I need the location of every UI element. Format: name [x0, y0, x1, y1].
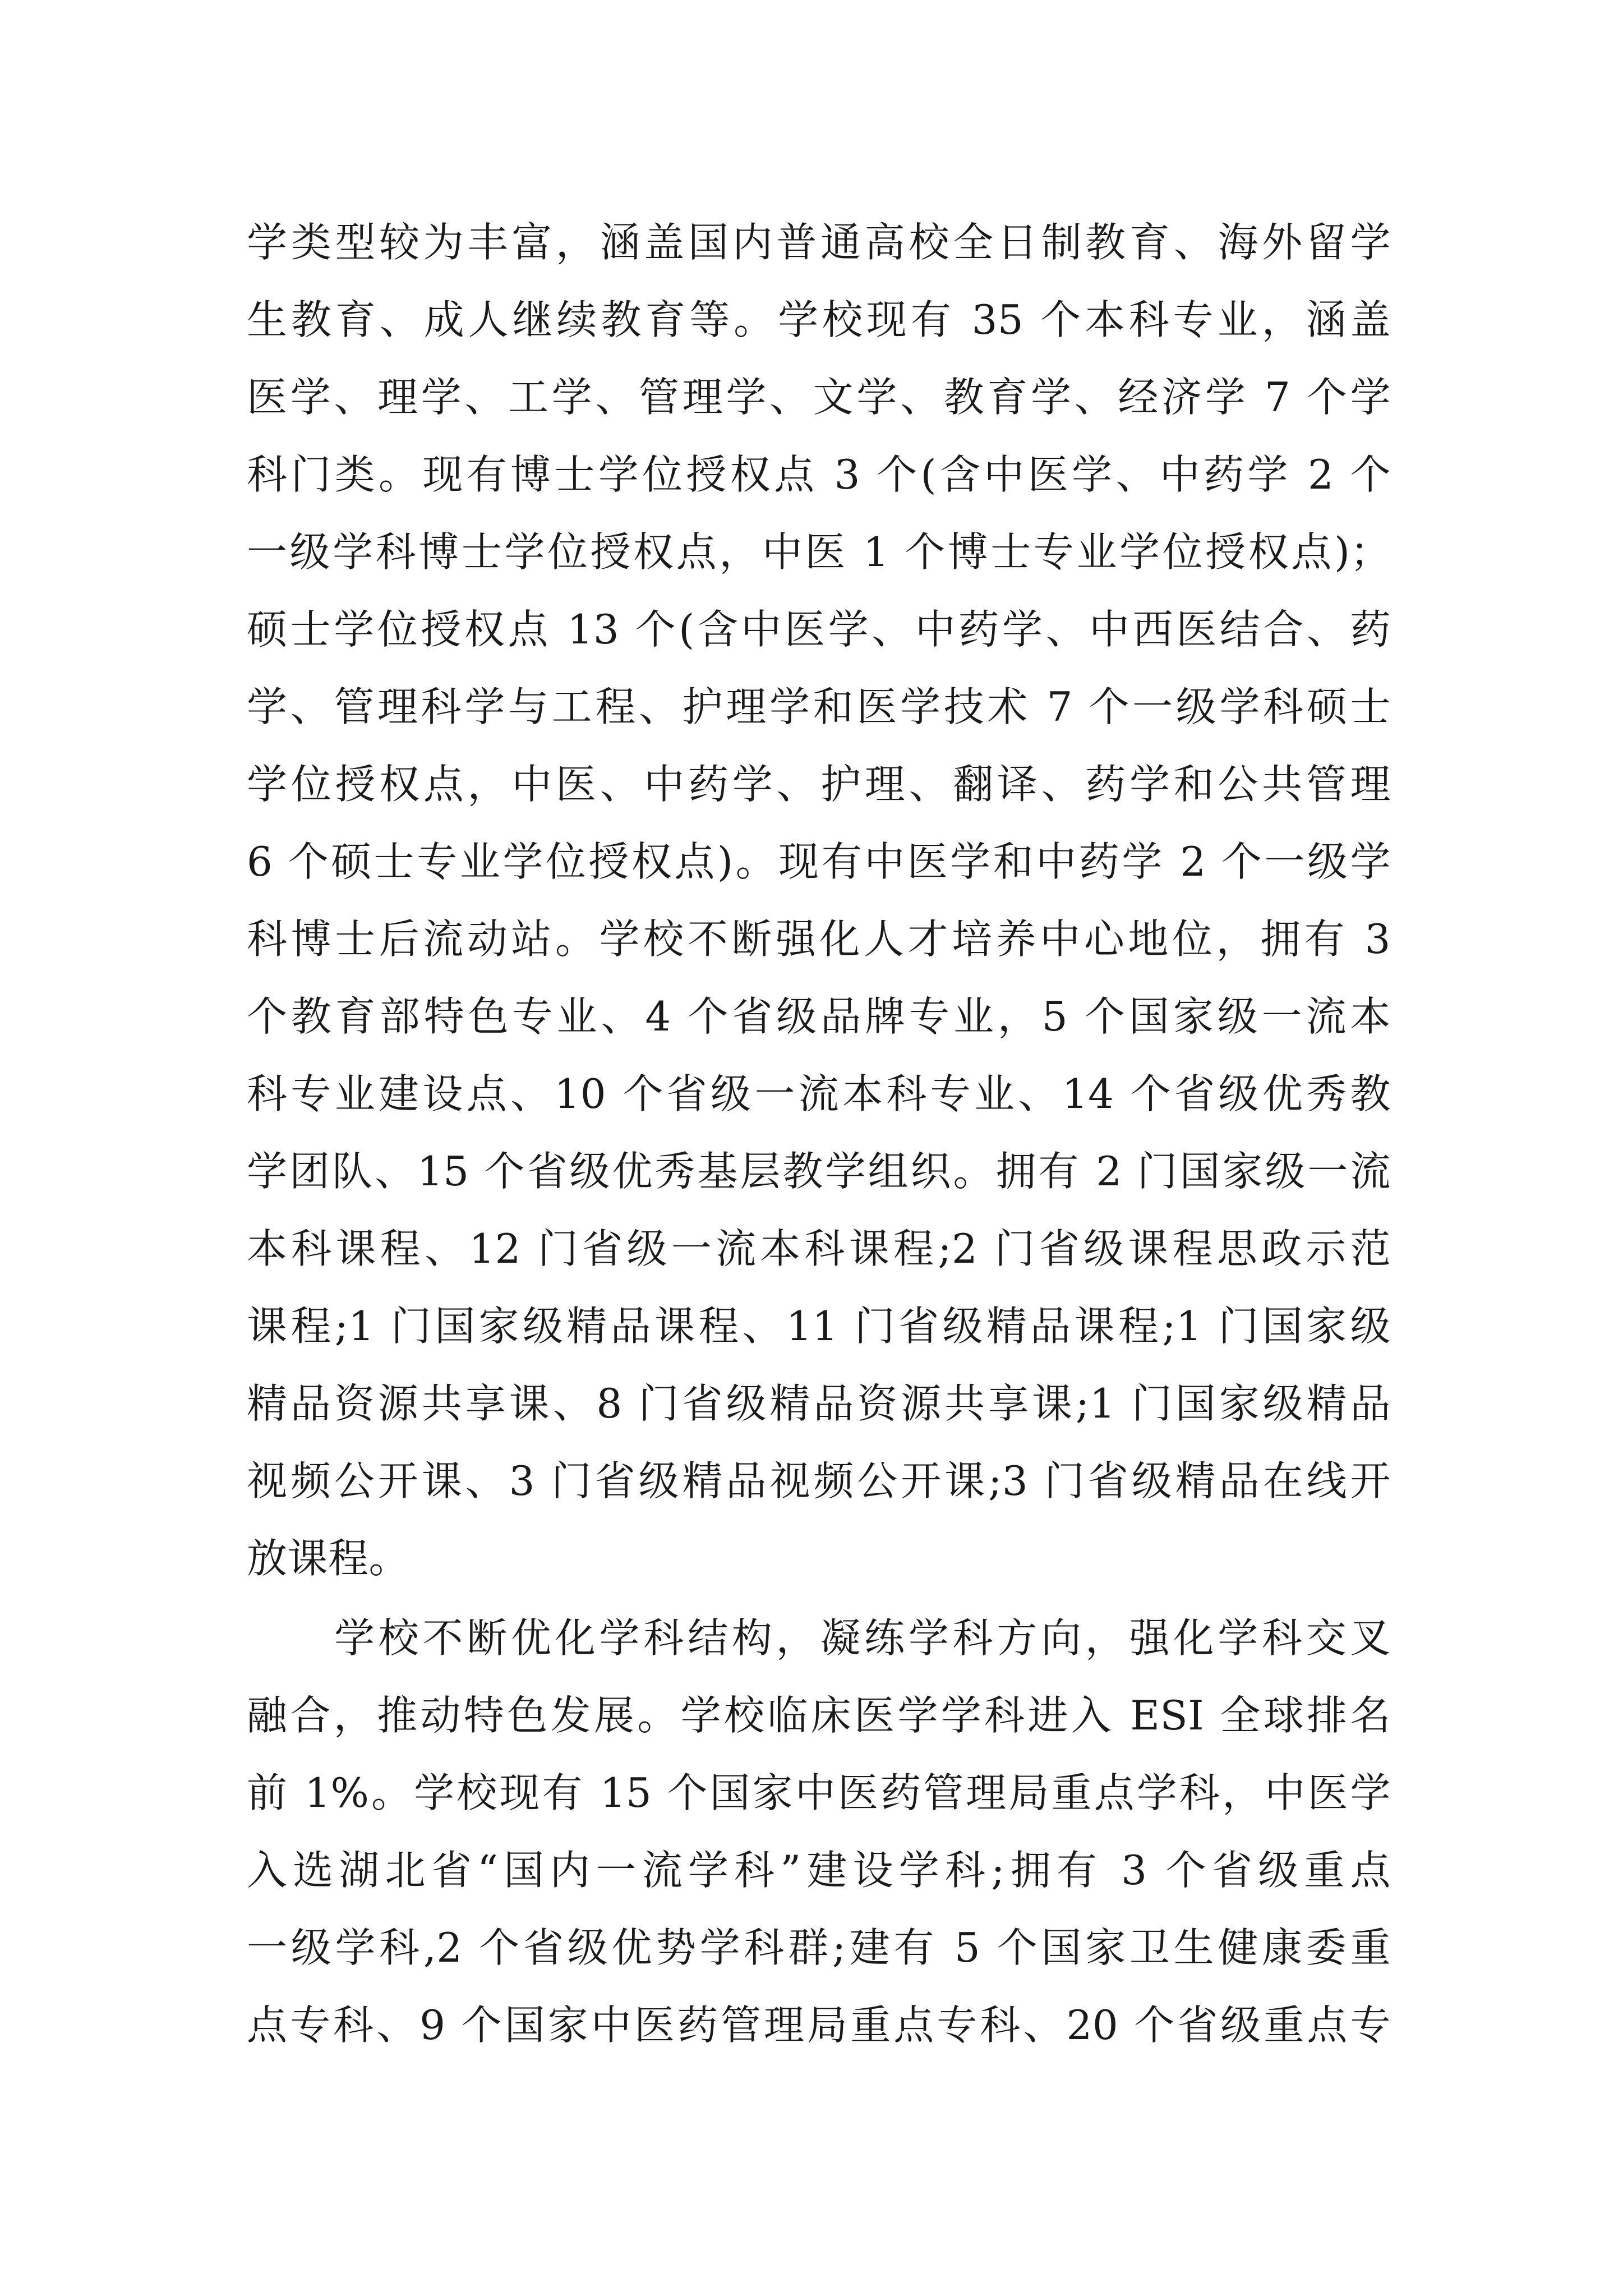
- paragraph-1-line-11: 个教育部特色专业、4 个省级品牌专业，5 个国家级一流本: [247, 993, 1391, 1040]
- paragraph-1-line-2: 生教育、成人继续教育等。学校现有 35 个本科专业，涵盖: [247, 296, 1391, 343]
- paragraph-1-line-3: 医学、理学、工学、管理学、文学、教育学、经济学 7 个学: [247, 374, 1391, 421]
- paragraph-1-line-15: 课程;1 门国家级精品课程、11 门省级精品课程;1 门国家级: [247, 1303, 1391, 1350]
- paragraph-2-line-1: 学校不断优化学科结构，凝练学科方向，强化学科交叉: [334, 1614, 1391, 1662]
- paragraph-2-line-6: 点专科、9 个国家中医药管理局重点专科、20 个省级重点专: [247, 2001, 1391, 2049]
- paragraph-1-line-17: 视频公开课、3 门省级精品视频公开课;3 门省级精品在线开: [247, 1457, 1391, 1504]
- paragraph-2-line-3: 前 1%。学校现有 15 个国家中医药管理局重点学科，中医学: [247, 1769, 1391, 1816]
- paragraph-2-line-4: 入选湖北省“国内一流学科”建设学科;拥有 3 个省级重点: [247, 1847, 1391, 1894]
- paragraph-1-line-14: 本科课程、12 门省级一流本科课程;2 门省级课程思政示范: [247, 1225, 1391, 1272]
- paragraph-1-line-7: 学、管理科学与工程、护理学和医学技术 7 个一级学科硕士: [247, 683, 1391, 730]
- paragraph-1-line-5: 一级学科博士学位授权点，中医 1 个博士专业学位授权点)；: [247, 528, 1391, 576]
- paragraph-1-line-18: 放课程。: [247, 1535, 410, 1582]
- paragraph-1-line-1: 学类型较为丰富，涵盖国内普通高校全日制教育、海外留学: [247, 219, 1391, 266]
- paragraph-1-line-8: 学位授权点，中医、中药学、护理、翻译、药学和公共管理: [247, 761, 1391, 808]
- paragraph-2-line-2: 融合，推动特色发展。学校临床医学学科进入 ESI 全球排名: [247, 1692, 1391, 1739]
- paragraph-1-line-13: 学团队、15 个省级优秀基层教学组织。拥有 2 门国家级一流: [247, 1148, 1391, 1195]
- paragraph-2-line-5: 一级学科,2 个省级优势学科群;建有 5 个国家卫生健康委重: [247, 1924, 1391, 1971]
- paragraph-1-line-16: 精品资源共享课、8 门省级精品资源共享课;1 门国家级精品: [247, 1380, 1391, 1427]
- paragraph-1-line-12: 科专业建设点、10 个省级一流本科专业、14 个省级优秀教: [247, 1070, 1391, 1117]
- paragraph-1-line-4: 科门类。现有博士学位授权点 3 个(含中医学、中药学 2 个: [247, 451, 1391, 498]
- paragraph-1-line-9: 6 个硕士专业学位授权点)。现有中医学和中药学 2 个一级学: [247, 838, 1391, 885]
- paragraph-1-line-10: 科博士后流动站。学校不断强化人才培养中心地位，拥有 3: [247, 915, 1391, 963]
- paragraph-1-line-6: 硕士学位授权点 13 个(含中医学、中药学、中西医结合、药: [247, 606, 1391, 653]
